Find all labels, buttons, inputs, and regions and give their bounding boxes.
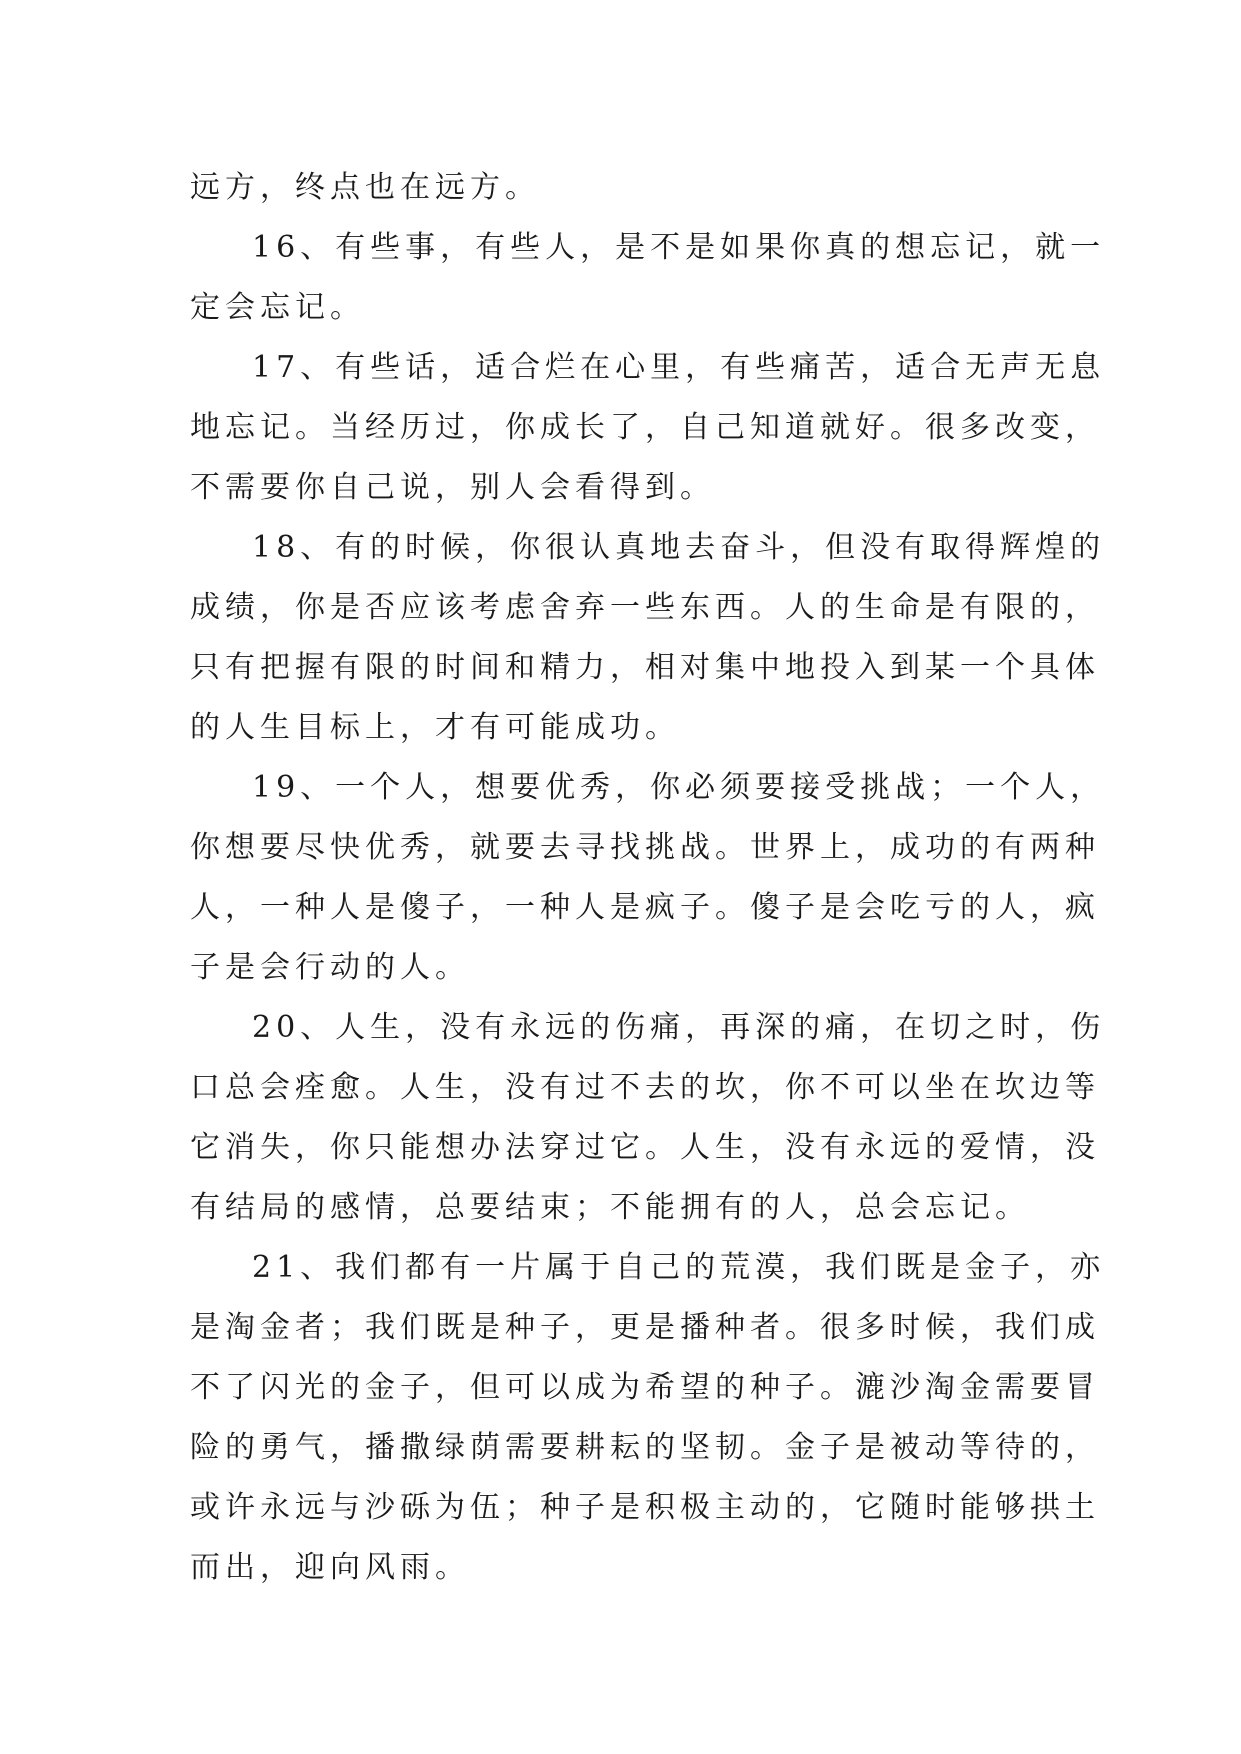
text-line: 而出，迎向风雨。 xyxy=(190,1550,470,1585)
text-line: 不了闪光的金子，但可以成为希望的种子。漉沙淘金需要冒 xyxy=(190,1370,1100,1405)
text-line: 或许永远与沙砾为伍；种子是积极主动的，它随时能够拱土 xyxy=(190,1490,1100,1525)
paragraph-18-start: 18、有的时候，你很认真地去奋斗，但没有取得辉煌的 xyxy=(252,530,1106,565)
text-line: 只有把握有限的时间和精力，相对集中地投入到某一个具体 xyxy=(190,650,1100,685)
paragraph-21-start: 21、我们都有一片属于自己的荒漠，我们既是金子，亦 xyxy=(252,1250,1106,1285)
text-line: 远方，终点也在远方。 xyxy=(190,170,540,205)
text-line: 子是会行动的人。 xyxy=(190,950,470,985)
paragraph-16-start: 16、有些事，有些人，是不是如果你真的想忘记，就一 xyxy=(252,230,1106,265)
text-line: 成绩，你是否应该考虑舍弃一些东西。人的生命是有限的， xyxy=(190,590,1100,625)
paragraph-20-start: 20、人生，没有永远的伤痛，再深的痛，在切之时，伤 xyxy=(252,1010,1106,1045)
text-line: 有结局的感情，总要结束；不能拥有的人，总会忘记。 xyxy=(190,1190,1030,1225)
text-line: 的人生目标上，才有可能成功。 xyxy=(190,710,680,745)
text-line: 口总会痊愈。人生，没有过不去的坎，你不可以坐在坎边等 xyxy=(190,1070,1100,1105)
text-line: 人，一种人是傻子，一种人是疯子。傻子是会吃亏的人，疯 xyxy=(190,890,1100,925)
text-line: 地忘记。当经历过，你成长了，自己知道就好。很多改变， xyxy=(190,410,1100,445)
text-line: 不需要你自己说，别人会看得到。 xyxy=(190,470,715,505)
text-line: 它消失，你只能想办法穿过它。人生，没有永远的爱情，没 xyxy=(190,1130,1100,1165)
text-line: 险的勇气，播撒绿荫需要耕耘的坚韧。金子是被动等待的， xyxy=(190,1430,1100,1465)
document-body xyxy=(190,158,1106,1598)
text-line: 是淘金者；我们既是种子，更是播种者。很多时候，我们成 xyxy=(190,1310,1100,1345)
text-line: 定会忘记。 xyxy=(190,290,365,325)
paragraph-19-start: 19、一个人，想要优秀，你必须要接受挑战；一个人， xyxy=(252,770,1106,805)
paragraph-17-start: 17、有些话，适合烂在心里，有些痛苦，适合无声无息 xyxy=(252,350,1106,385)
text-line: 你想要尽快优秀，就要去寻找挑战。世界上，成功的有两种 xyxy=(190,830,1100,865)
